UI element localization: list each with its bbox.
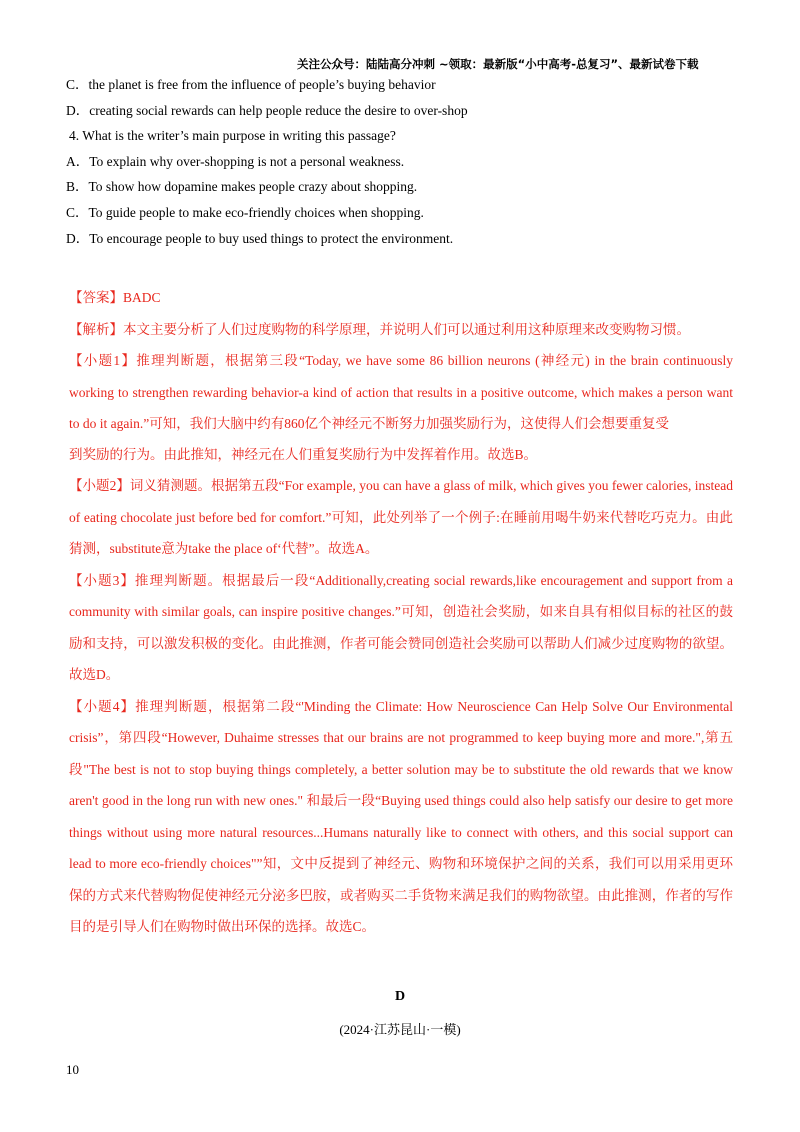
option-c-q3: C．the planet is free from the influence of people’s buying behavior [66, 77, 436, 92]
option-b-q4: B．To show how dopamine makes people crazy about shopping. [66, 179, 418, 195]
section-title: D [394, 989, 406, 1004]
explanation-q4: 【小题4】推理判断题，根据第二段“'Minding the Climate: How Neuroscience Can Help Solve Our Environmental crisis”，第四段“However, Duhaime stresses that our brains are not programmed to keep buying more and more.",第五段"The best is not to stop buying things completely, a better solution may be to substitute the old rewards that we know aren't good in the long run with new ones." 和最后一段“Buying used things could also help satisfy our desire to get more things without using more natural resources...Humans naturally like to connect with others, and this social support can lead to more eco-friendly choices"”知，文中反提到了神经元、购物和环境保护之间的关系，我们可以用采用更环保的方式来代替购物促使神经元分泌多巴胺，或者购买二手货物来满足我们的购物欲望。由此推测，作者的写作目的是引导人们在购物时做出环保的选择。故选C。 [69, 698, 733, 934]
question-4-stem: 4. What is the writer’s main purpose in writing this passage? [69, 128, 396, 144]
option-d-q4: D．To encourage people to buy used things to protect the environment. [66, 230, 454, 246]
answer-explanation-block [69, 282, 733, 943]
analysis-summary: 【解析】本文主要分析了人们过度购物的科学原理，并说明人们可以通过利用这种原理来改变购物习惯。 [69, 321, 690, 337]
option-c-q4: C．To guide people to make eco-friendly choices when shopping. [66, 204, 424, 220]
option-d-q3: D．creating social rewards can help people reduce the desire to over-shop [66, 102, 468, 118]
explanation-q1-continued: 到奖励的行为。由此推知，神经元在人们重复奖励行为中发挥着作用。故选B。 [69, 446, 538, 462]
explanation-q1: 【小题1】推理判断题，根据第三段“Today, we have some 86 billion neurons (神经元) in the brain continuously working to strengthen rewarding behavior-a kind of action that results in a positive outcome, which makes a person want to do it again.”可知，我们大脑中约有860亿个神经元不断努力加强奖励行为，这使得人们会想要重复受 [69, 353, 733, 431]
explanation-q3: 【小题3】推理判断题。根据最后一段“Additionally,creating social rewards,like encouragement and support from a community with similar goals, can inspire positive changes.”可知，创造社会奖励，如来自具有相似目标的社区的鼓励和支持，可以激发积极的变化。由此推测，作者可能会赞同创造社会奖励可以帮助人们减少过度购物的欲望。故选D。 [69, 572, 733, 682]
section-source: (2024·江苏昆山·一模) [339, 1022, 461, 1037]
question-options-block [66, 72, 746, 251]
page-number: 10 [66, 1062, 79, 1077]
page-header-banner: 关注公众号：陆陆高分冲刺 ~领取：最新版“小中高考-总复习”、最新试卷下载 [297, 57, 699, 71]
answer-key: 【答案】BADC [69, 290, 161, 305]
explanation-q2: 【小题2】词义猜测题。根据第五段“For example, you can have a glass of milk, which gives you fewer calories, instead of eating chocolate just before bed for comfort.”可知，此处列举了一个例子:在睡前用喝牛奶来代替吃巧克力。由此猜测，substitute意为take the place of‘代替”。故选A。 [69, 478, 733, 556]
option-a-q4: A．To explain why over-shopping is not a personal weakness. [66, 153, 405, 169]
